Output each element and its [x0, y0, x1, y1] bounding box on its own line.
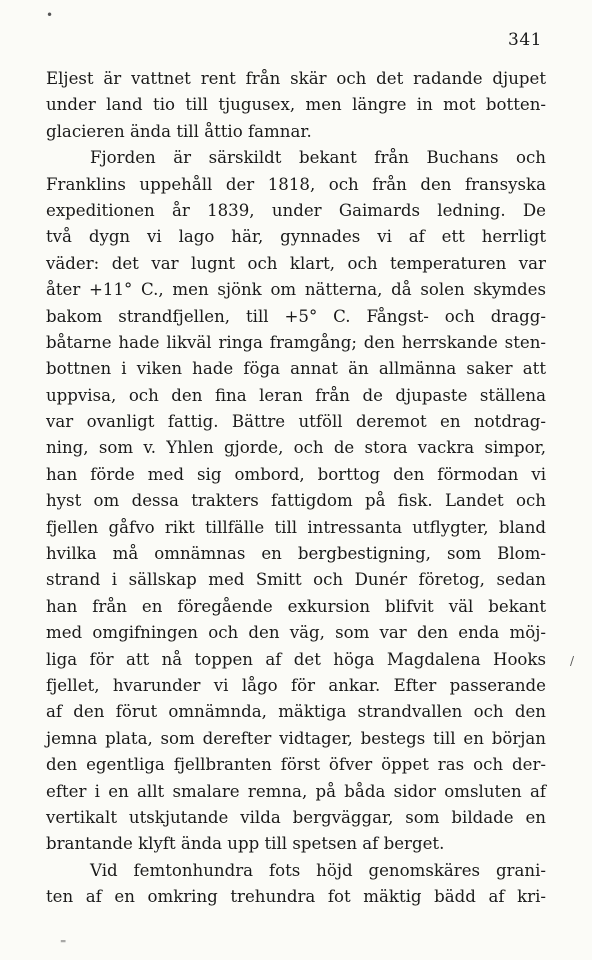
text-line: bottnen i viken hade föga annat än allmänna saker att [46, 359, 546, 379]
text-line: den egentliga fjellbranten först öfver öppet ras och der- [46, 755, 546, 775]
text-line: båtarne hade likväl ringa framgång; den herrskande sten- [46, 332, 546, 352]
text-line: uppvisa, och den fina leran från de djupaste ställena [46, 385, 546, 405]
text-line: var ovanligt fattig. Bättre utföll deremot en notdrag- [46, 412, 546, 432]
text-line: expeditionen år 1839, under Gaimards ledning. De [46, 200, 546, 220]
text-line: åter +11° C., men sjönk om nätterna, då solen skymdes [46, 280, 546, 300]
text-line: ten af en omkring trehundra fot mäktig bädd af kri- [46, 887, 546, 907]
text-line: efter i en allt smalare remna, på båda sidor omsluten af [46, 781, 546, 801]
text-line: fjellet, hvarunder vi lågo för ankar. Efter passerande [46, 675, 546, 695]
text-line: väder: det var lugnt och klart, och temperaturen var [46, 253, 546, 273]
text-line: Fjorden är särskildt bekant från Buchans och [90, 148, 546, 168]
text-line: hvilka må omnämnas en bergbestigning, som Blom- [46, 544, 546, 564]
text-line: Franklins uppehåll der 1818, och från den fransyska [46, 174, 546, 194]
body-text [46, 66, 546, 911]
text-line: brantande klyft ända upp till spetsen af berget. [46, 834, 445, 854]
margin-tick-right: / [570, 654, 575, 668]
text-line: han från en föregående exkursion blifvit väl bekant [46, 596, 546, 616]
text-line: två dygn vi lago här, gynnades vi af ett herrligt [46, 227, 546, 247]
text-line: bakom strandfjellen, till +5° C. Fångst- och dragg- [46, 306, 546, 326]
text-line: af den förut omnämnda, mäktiga strandvallen och den [46, 702, 546, 722]
text-line: med omgifningen och den väg, som var den enda möj- [46, 623, 546, 643]
page-number: 341 [508, 30, 542, 50]
text-line: Eljest är vattnet rent från skär och det radande djupet [46, 69, 546, 88]
text-line: glacieren ända till åttio famnar. [46, 121, 312, 141]
margin-dot-bottom: ⁼ [60, 936, 67, 950]
text-line: jemna plata, som derefter vidtager, bestegs till en början [46, 728, 546, 748]
text-line: han förde med sig ombord, borttog den förmodan vi [46, 464, 546, 484]
text-line: ning, som v. Yhlen gjorde, och de stora vackra simpor, [46, 438, 546, 458]
text-line: Vid femtonhundra fots höjd genomskäres grani- [90, 860, 546, 880]
text-line: strand i sällskap med Smitt och Dunér företog, sedan [46, 570, 546, 590]
text-line: liga för att nå toppen af det höga Magdalena Hooks [46, 649, 546, 669]
text-line: vertikalt utskjutande vilda bergväggar, som bildade en [46, 807, 546, 827]
text-line: hyst om dessa trakters fattigdom på fisk. Landet och [46, 491, 546, 511]
margin-dot-top: • [46, 8, 54, 22]
text-line: fjellen gåfvo rikt tillfälle till intressanta utflygter, bland [46, 517, 546, 537]
text-line: under land tio till tjugusex, men längre in mot botten- [46, 95, 546, 115]
